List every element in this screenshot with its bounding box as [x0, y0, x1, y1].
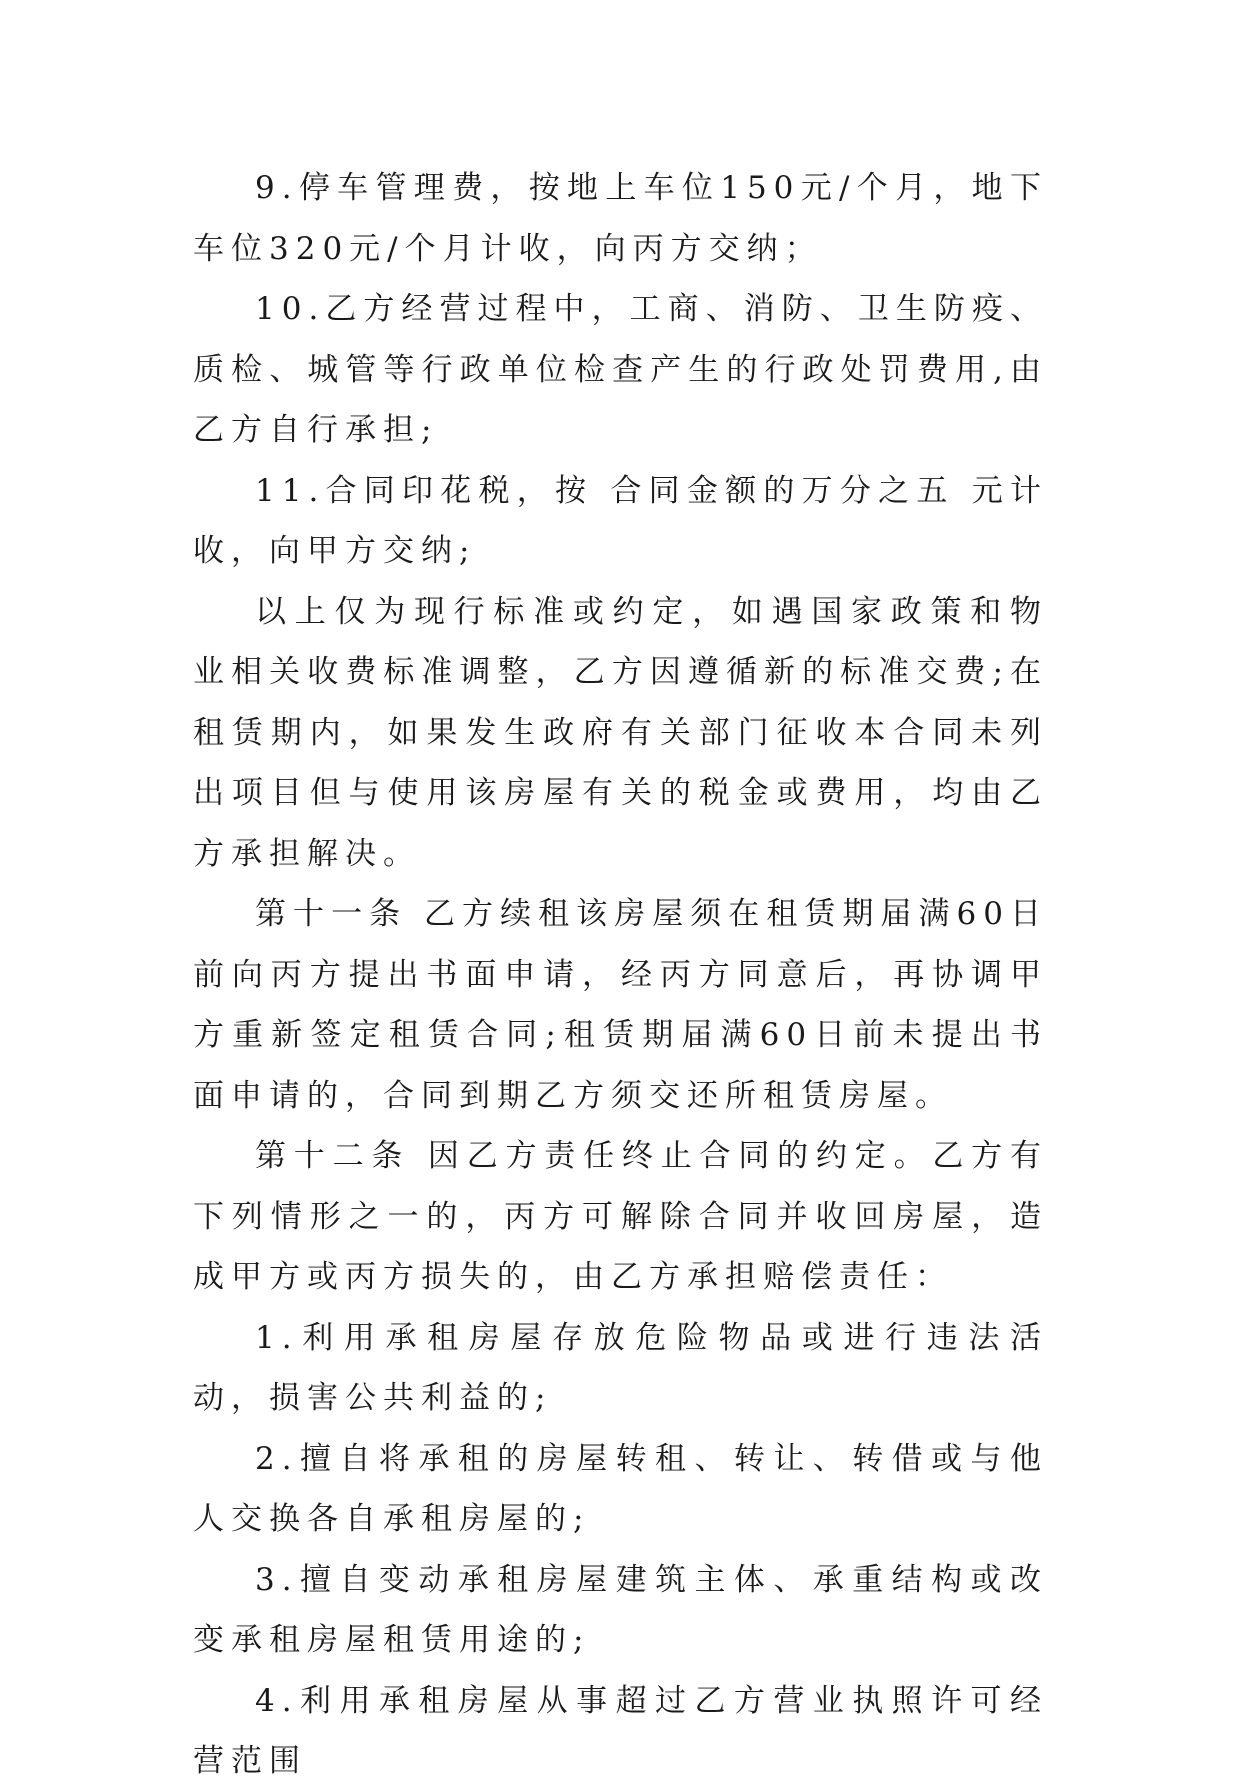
- paragraph-article-12-termination: 第十二条 因乙方责任终止合同的约定。乙方有下列情形之一的，丙方可解除合同并收回房屋，造成甲方或丙方损失的，由乙方承担赔偿责任：: [193, 1138, 1048, 1295]
- paragraph-clause-1-dangerous-goods: 1.利用承租房屋存放危险物品或进行违法活动，损害公共利益的;: [193, 1319, 1048, 1416]
- paragraph-article-11-renewal: 第十一条 乙方续租该房屋须在租赁期届满60日前向丙方提出书面申请，经丙方同意后，再协调甲方重新签定租赁合同;租赁期届满60日前未提出书面申请的，合同到期乙方须交还所租赁房屋。: [193, 896, 1048, 1114]
- paragraph-item-11-stamp-duty: 11.合同印花税，按 合同金额的万分之五 元计收，向甲方交纳;: [193, 472, 1048, 569]
- paragraph-clause-2-sublease: 2.擅自将承租的房屋转租、转让、转借或与他人交换各自承租房屋的;: [193, 1440, 1048, 1537]
- document-body: [193, 158, 1048, 1792]
- paragraph-clause-3-structure-change: 3.擅自变动承租房屋建筑主体、承重结构或改变承租房屋租赁用途的;: [193, 1561, 1048, 1658]
- paragraph-fee-standard-note: 以上仅为现行标准或约定，如遇国家政策和物业相关收费标准调整，乙方因遵循新的标准交费;在租赁期内，如果发生政府有关部门征收本合同未列出项目但与使用该房屋有关的税金或费用，均由乙方承担解决。: [193, 593, 1048, 872]
- paragraph-item-10-administrative-penalty: 10.乙方经营过程中，工商、消防、卫生防疫、质检、城管等行政单位检查产生的行政处罚费用,由乙方自行承担;: [193, 291, 1048, 448]
- paragraph-item-9-parking-fee: 9.停车管理费，按地上车位150元/个月，地下车位320元/个月计收，向丙方交纳；: [193, 170, 1048, 267]
- paragraph-clause-4-business-scope: 4.利用承租房屋从事超过乙方营业执照许可经营范围: [193, 1682, 1048, 1779]
